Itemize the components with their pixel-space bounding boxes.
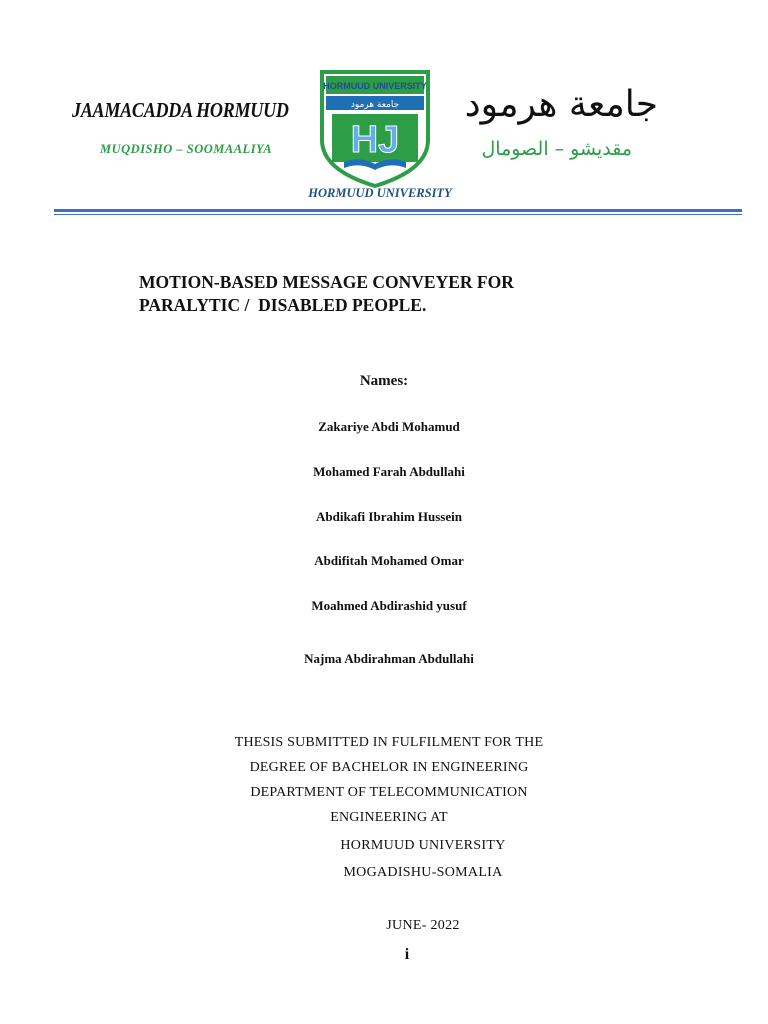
- university-city-arabic: مقديشو – الصومال: [481, 138, 632, 160]
- thesis-line: DEPARTMENT OF TELECOMMUNICATION: [250, 785, 528, 800]
- author-name: Abdifitah Mohamed Omar: [314, 553, 464, 568]
- thesis-title: [139, 271, 659, 317]
- crest-monogram: HJ: [350, 119, 400, 161]
- names-heading: Names:: [359, 373, 409, 389]
- thesis-title-line-1: MOTION-BASED MESSAGE CONVEYER FOR: [139, 272, 514, 292]
- university-line: HORMUUD UNIVERSITY: [340, 838, 506, 853]
- author-name: Abdikafi Ibrahim Hussein: [316, 509, 462, 524]
- university-city-somali: MUQDISHO – SOOMAALIYA: [100, 142, 273, 156]
- crest-top-text: HORMUUD UNIVERSITY: [323, 81, 427, 91]
- thesis-line: THESIS SUBMITTED IN FULFILMENT FOR THE: [234, 735, 544, 750]
- university-name-somali: JAAMACADDA HORMUUD: [72, 98, 289, 122]
- thesis-statement: [0, 730, 768, 830]
- submission-date: JUNE- 2022: [386, 918, 460, 933]
- page-number: i: [404, 946, 410, 963]
- author-name: Najma Abdirahman Abdullahi: [304, 651, 474, 666]
- thesis-line: DEGREE OF BACHELOR IN ENGINEERING: [249, 760, 529, 775]
- university-crest-logo: [318, 70, 432, 188]
- crest-caption: HORMUUD UNIVERSITY: [308, 186, 452, 200]
- author-name: Zakariye Abdi Mohamud: [318, 419, 460, 434]
- author-name: Mohamed Farah Abdullahi: [313, 464, 465, 479]
- university-name-arabic: جامعة هرمود: [464, 84, 658, 125]
- thesis-line: ENGINEERING AT: [330, 810, 448, 825]
- location-line: MOGADISHU-SOMALIA: [343, 865, 503, 880]
- crest-arabic-band: جامعة هرمود: [350, 100, 400, 110]
- header-divider-thick: [54, 209, 742, 212]
- thesis-title-line-2: PARALYTIC / DISABLED PEOPLE.: [139, 295, 427, 315]
- author-name: Moahmed Abdirashid yusuf: [311, 598, 467, 613]
- header-divider-thin: [54, 214, 742, 215]
